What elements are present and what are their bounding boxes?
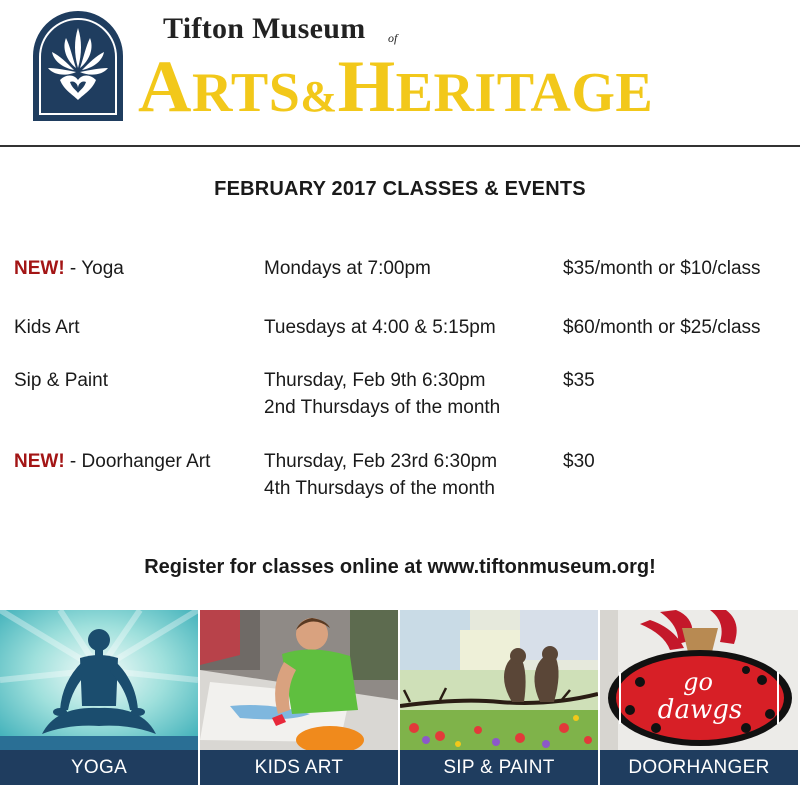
page-title: FEBRUARY 2017 CLASSES & EVENTS [214, 178, 586, 200]
wordmark-arts: ARTS [138, 46, 301, 128]
class-price: $35 [563, 370, 595, 391]
class-price: $35/month or $10/class [563, 258, 761, 279]
doorhanger-football-image [600, 610, 798, 750]
class-time-line: 4th Thursdays of the month [264, 478, 495, 499]
sip-paint-painting [400, 610, 598, 750]
class-title: - Yoga [64, 258, 124, 279]
register-message: Register for classes online at www.tiftonmuseum.org! [144, 556, 656, 578]
class-photo-strip [0, 610, 800, 785]
new-badge: NEW! [14, 451, 65, 472]
photo-tile-sip-paint [400, 610, 598, 785]
wordmark-ampersand: & [300, 72, 338, 121]
photo-tile-yoga [0, 610, 198, 785]
yoga-meditation-image [0, 610, 198, 750]
museum-name: Tifton Museum [163, 12, 366, 45]
class-name [14, 255, 124, 282]
class-name [14, 448, 210, 475]
class-time-line: 2nd Thursdays of the month [264, 397, 501, 418]
photo-tile-doorhanger [600, 610, 798, 785]
photo-caption: DOORHANGER [600, 750, 798, 785]
class-time: Mondays at 7:00pm [264, 258, 431, 279]
kids-art-photo [200, 610, 398, 750]
wordmark-heritage: HERITAGE [337, 46, 654, 128]
arts-heritage-wordmark [138, 46, 654, 128]
museum-logo [30, 8, 126, 122]
class-time: Tuesdays at 4:00 & 5:15pm [264, 317, 496, 338]
class-time-line: Thursday, Feb 9th 6:30pm [264, 370, 486, 391]
class-time [264, 367, 500, 421]
class-time [264, 448, 497, 502]
museum-name-of: of [388, 31, 398, 45]
photo-caption: KIDS ART [200, 750, 398, 785]
header-divider [0, 145, 800, 147]
class-name: Kids Art [14, 317, 80, 338]
museum-header [0, 0, 800, 145]
class-title: - Doorhanger Art [64, 451, 211, 472]
photo-tile-kids-art [200, 610, 398, 785]
class-price: $30 [563, 451, 595, 472]
class-price: $60/month or $25/class [563, 317, 761, 338]
photo-caption: SIP & PAINT [400, 750, 598, 785]
class-name: Sip & Paint [14, 370, 108, 391]
doorhanger-text-go: go [683, 668, 713, 696]
new-badge: NEW! [14, 258, 65, 279]
class-time-line: Thursday, Feb 23rd 6:30pm [264, 451, 498, 472]
photo-caption: YOGA [0, 750, 198, 785]
doorhanger-text-dawgs: dawgs [657, 695, 743, 725]
